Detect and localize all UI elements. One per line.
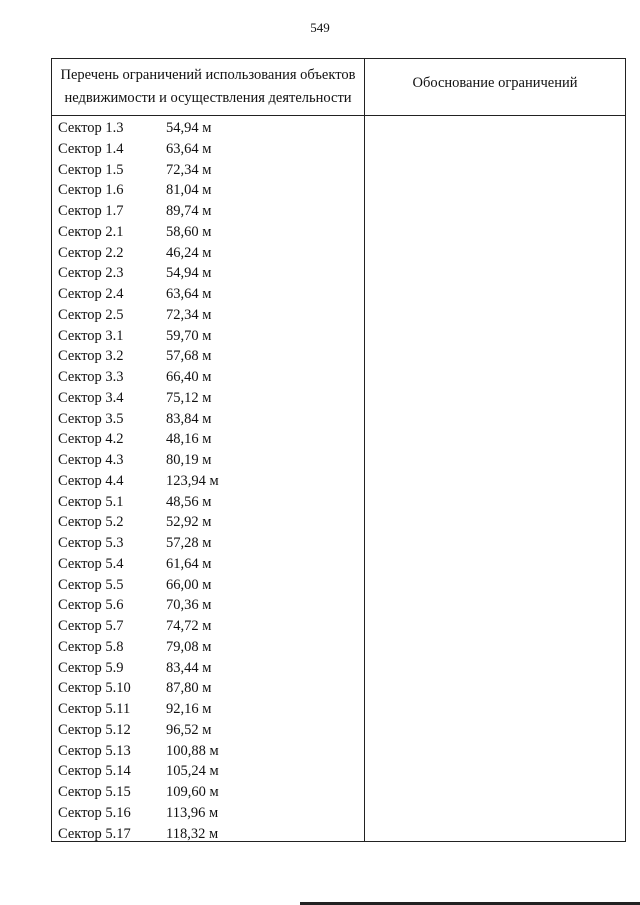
- table-row: [52, 761, 364, 782]
- sector-distance: 105,24 м: [166, 763, 219, 780]
- table-row: [52, 533, 364, 554]
- sector-distance: 75,12 м: [166, 389, 212, 406]
- sector-name: Сектор 1.7: [58, 203, 124, 219]
- table-row: [52, 699, 364, 720]
- sector-name: Сектор 5.3: [58, 535, 124, 551]
- sector-name: Сектор 4.2: [58, 431, 124, 448]
- sector-name: Сектор 5.5: [58, 576, 124, 593]
- sector-distance: 57,68 м: [166, 348, 212, 365]
- table-row: [52, 346, 364, 367]
- sector-distance: 109,60 м: [166, 784, 219, 800]
- sector-distance: 118,32 м: [166, 825, 219, 842]
- sector-distance: 48,16 м: [166, 431, 212, 448]
- sector-name: Сектор 1.5: [58, 161, 124, 178]
- page-number: 549: [310, 20, 330, 35]
- sector-distance: 63,64 м: [166, 286, 212, 302]
- sector-distance: 80,19 м: [166, 452, 212, 468]
- sector-name: Сектор 2.2: [58, 244, 124, 261]
- sector-distance: 72,34 м: [166, 306, 212, 323]
- sector-name: Сектор 3.4: [58, 389, 124, 406]
- table-row: [52, 243, 364, 264]
- header-restrictions-list: [52, 59, 364, 115]
- sector-distance: 66,00 м: [166, 576, 212, 593]
- table-row: [52, 678, 364, 699]
- sector-distance: 48,56 м: [166, 493, 212, 510]
- sector-name: Сектор 5.10: [58, 680, 131, 697]
- sector-distance: 70,36 м: [166, 597, 212, 614]
- table-row: [52, 824, 364, 845]
- sector-name: Сектор 5.4: [58, 555, 124, 572]
- sector-name: Сектор 1.6: [58, 182, 124, 199]
- sector-distance: 72,34 м: [166, 161, 212, 178]
- table-row: [52, 180, 364, 201]
- sector-distance: 113,96 м: [166, 804, 219, 821]
- sector-distance: 54,94 м: [166, 265, 212, 282]
- sector-name: Сектор 2.1: [58, 223, 124, 240]
- sector-distance: 79,08 м: [166, 638, 212, 655]
- sector-distance: 83,84 м: [166, 410, 212, 427]
- table-row: [52, 429, 364, 450]
- sector-distance: 66,40 м: [166, 369, 212, 385]
- sector-name: Сектор 2.5: [58, 306, 124, 323]
- table-row: [52, 658, 364, 679]
- sector-name: Сектор 2.3: [58, 265, 124, 282]
- table-row: [52, 741, 364, 762]
- sector-name: Сектор 5.12: [58, 721, 131, 738]
- header-restrictions-line-1: Перечень ограничений использования объектов: [60, 67, 356, 83]
- restrictions-table: [51, 58, 626, 842]
- sector-distance: 58,60 м: [166, 223, 212, 240]
- sector-distance: 83,44 м: [166, 659, 212, 676]
- sector-distance: 63,64 м: [166, 140, 212, 157]
- header-divider: [52, 115, 625, 116]
- table-row: [52, 409, 364, 430]
- sector-name: Сектор 3.2: [58, 348, 124, 365]
- column-divider: [364, 59, 365, 841]
- sector-name: Сектор 2.4: [58, 286, 124, 302]
- table-body: [52, 118, 364, 844]
- sector-name: Сектор 5.7: [58, 618, 124, 634]
- sector-distance: 89,74 м: [166, 203, 212, 219]
- table-row: [52, 305, 364, 326]
- sector-name: Сектор 5.2: [58, 514, 124, 531]
- sector-name: Сектор 5.14: [58, 763, 131, 780]
- table-row: [52, 575, 364, 596]
- sector-name: Сектор 4.4: [58, 472, 124, 489]
- table-row: [52, 782, 364, 803]
- table-row: [52, 263, 364, 284]
- sector-name: Сектор 5.1: [58, 493, 124, 510]
- sector-distance: 54,94 м: [166, 120, 212, 136]
- table-row: [52, 720, 364, 741]
- table-row: [52, 554, 364, 575]
- table-row: [52, 326, 364, 347]
- sector-distance: 46,24 м: [166, 244, 212, 261]
- table-row: [52, 201, 364, 222]
- sector-distance: 81,04 м: [166, 182, 212, 199]
- table-row: [52, 222, 364, 243]
- sector-name: Сектор 5.13: [58, 742, 131, 759]
- sector-distance: 87,80 м: [166, 680, 212, 697]
- sector-distance: 92,16 м: [166, 701, 212, 717]
- sector-name: Сектор 3.3: [58, 369, 124, 385]
- table-row: [52, 139, 364, 160]
- sector-distance: 100,88 м: [166, 742, 219, 759]
- table-row: [52, 512, 364, 533]
- sector-name: Сектор 5.16: [58, 804, 131, 821]
- sector-name: Сектор 4.3: [58, 452, 124, 468]
- table-row: [52, 450, 364, 471]
- sector-name: Сектор 5.8: [58, 638, 124, 655]
- table-row: [52, 284, 364, 305]
- header-restrictions-line-2: недвижимости и осуществления деятельности: [64, 90, 352, 106]
- sector-name: Сектор 1.3: [58, 120, 124, 136]
- sector-name: Сектор 5.6: [58, 597, 124, 614]
- sector-name: Сектор 5.17: [58, 825, 131, 842]
- table-row: [52, 637, 364, 658]
- table-row: [52, 367, 364, 388]
- table-row: [52, 160, 364, 181]
- table-row: [52, 595, 364, 616]
- sector-distance: 61,64 м: [166, 555, 212, 572]
- table-row: [52, 388, 364, 409]
- sector-name: Сектор 3.5: [58, 410, 124, 427]
- table-row: [52, 118, 364, 139]
- sector-distance: 52,92 м: [166, 514, 212, 531]
- table-row: [52, 616, 364, 637]
- sector-distance: 74,72 м: [166, 618, 212, 634]
- sector-name: Сектор 1.4: [58, 140, 124, 157]
- table-row: [52, 492, 364, 513]
- header-justification: Обоснование ограничений: [412, 74, 578, 91]
- table-row: [52, 803, 364, 824]
- sector-name: Сектор 5.15: [58, 784, 131, 800]
- sector-distance: 123,94 м: [166, 472, 219, 489]
- sector-name: Сектор 3.1: [58, 327, 124, 344]
- sector-name: Сектор 5.9: [58, 659, 124, 676]
- sector-distance: 57,28 м: [166, 535, 212, 551]
- sector-name: Сектор 5.11: [58, 701, 131, 717]
- sector-distance: 96,52 м: [166, 721, 212, 738]
- table-row: [52, 471, 364, 492]
- sector-distance: 59,70 м: [166, 327, 212, 344]
